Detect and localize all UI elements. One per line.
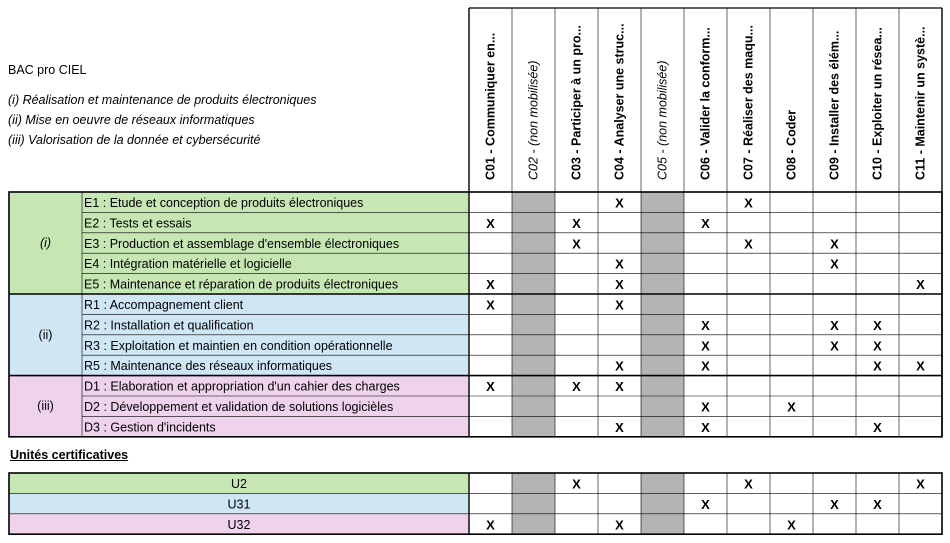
activity-row-label: R3 : Exploitation et maintien en condition opérationnelle xyxy=(84,338,393,353)
activity-row-label: E3 : Production et assemblage d'ensemble électroniques xyxy=(84,236,400,251)
activity-mark: X xyxy=(486,297,495,313)
unit-mark: X xyxy=(916,476,925,492)
activity-mark: X xyxy=(701,358,710,374)
activity-mark: X xyxy=(830,236,839,252)
activity-mark: X xyxy=(615,297,624,313)
activity-row-label: E5 : Maintenance et réparation de produits électroniques xyxy=(84,277,399,292)
unit-mark: X xyxy=(572,476,581,492)
document-title: BAC pro CIEL xyxy=(8,63,87,77)
option-i: (i) Réalisation et maintenance de produits électroniques xyxy=(8,93,317,107)
disabled-unit-column-2 xyxy=(512,473,555,534)
disabled-unit-column-5 xyxy=(641,473,684,534)
competence-header-3: C03 - Participer à un pro... xyxy=(569,25,584,180)
unit-mark: X xyxy=(873,496,882,512)
activity-row-label: D2 : Développement et validation de solutions logicièles xyxy=(84,400,394,414)
unit-mark: X xyxy=(744,476,753,492)
unit-mark: X xyxy=(486,517,495,533)
activity-mark: X xyxy=(873,358,882,374)
competence-header-7: C07 - Réaliser des maqu... xyxy=(741,25,756,180)
activity-mark: X xyxy=(486,379,495,395)
option-ii: (ii) Mise en oeuvre de réseaux informatiques xyxy=(8,113,255,127)
group-label-2: (ii) xyxy=(38,327,53,342)
competence-header-10: C10 - Exploiter un résea... xyxy=(870,27,885,180)
activity-mark: X xyxy=(486,215,495,231)
activity-mark: X xyxy=(615,379,624,395)
activity-mark: X xyxy=(615,195,624,211)
activity-row-label: D1 : Elaboration et appropriation d'un cahier des charges xyxy=(84,379,400,394)
activity-mark: X xyxy=(701,317,710,333)
activity-mark: X xyxy=(486,277,495,293)
activity-row-label: R2 : Installation et qualification xyxy=(84,318,254,333)
unit-mark: X xyxy=(830,496,839,512)
activity-row-label: E4 : Intégration matérielle et logicielle xyxy=(84,257,292,272)
activity-row-label: R1 : Accompagnement client xyxy=(84,298,244,312)
activity-mark: X xyxy=(830,317,839,333)
activity-mark: X xyxy=(787,399,796,415)
activity-mark: X xyxy=(830,338,839,354)
competence-header-2: C02 - (non mobilisée) xyxy=(526,60,541,180)
activity-mark: X xyxy=(830,256,839,272)
activity-mark: X xyxy=(916,358,925,374)
activity-mark: X xyxy=(615,256,624,272)
activity-mark: X xyxy=(873,419,882,435)
activity-mark: X xyxy=(615,358,624,374)
activity-mark: X xyxy=(873,338,882,354)
unit-label-U32: U32 xyxy=(227,517,251,532)
units-title: Unités certificatives xyxy=(10,448,129,462)
activity-mark: X xyxy=(916,277,925,293)
activity-mark: X xyxy=(572,379,581,395)
competence-header-1: C01 - Communiquer en... xyxy=(483,32,498,180)
activity-row-label: E1 : Etude et conception de produits électroniques xyxy=(84,196,364,210)
group-label-1: (i) xyxy=(39,236,52,250)
activity-mark: X xyxy=(744,195,753,211)
unit-label-U31: U31 xyxy=(227,497,251,512)
unit-label-U2: U2 xyxy=(231,477,247,491)
competence-header-8: C08 - Coder xyxy=(784,109,799,180)
activity-mark: X xyxy=(744,236,753,252)
activity-mark: X xyxy=(701,338,710,354)
activity-mark: X xyxy=(873,317,882,333)
activity-mark: X xyxy=(615,277,624,293)
competence-header-11: C11 - Maintenir un systè... xyxy=(913,26,928,180)
activity-mark: X xyxy=(572,236,581,252)
activity-mark: X xyxy=(701,399,710,415)
activity-mark: X xyxy=(701,419,710,435)
activity-row-label: R5 : Maintenance des réseaux informatiques xyxy=(84,359,333,374)
activity-mark: X xyxy=(572,215,581,231)
competence-header-5: C05 - (non mobilisée) xyxy=(655,60,670,180)
unit-mark: X xyxy=(615,517,624,533)
activity-row-label: D3 : Gestion d'incidents xyxy=(84,420,216,435)
unit-mark: X xyxy=(701,496,710,512)
activity-row-label: E2 : Tests et essais xyxy=(84,216,192,231)
competence-header-4: C04 - Analyser une struc... xyxy=(612,23,627,180)
competence-header-9: C09 - Installer des élém... xyxy=(827,30,842,180)
option-iii: (iii) Valorisation de la donnée et cybersécurité xyxy=(8,133,261,147)
group-label-3: (iii) xyxy=(37,399,54,414)
competence-header-6: C06 - Valider la conform... xyxy=(698,27,713,180)
activity-mark: X xyxy=(701,215,710,231)
activity-mark: X xyxy=(615,419,624,435)
unit-mark: X xyxy=(787,517,796,533)
